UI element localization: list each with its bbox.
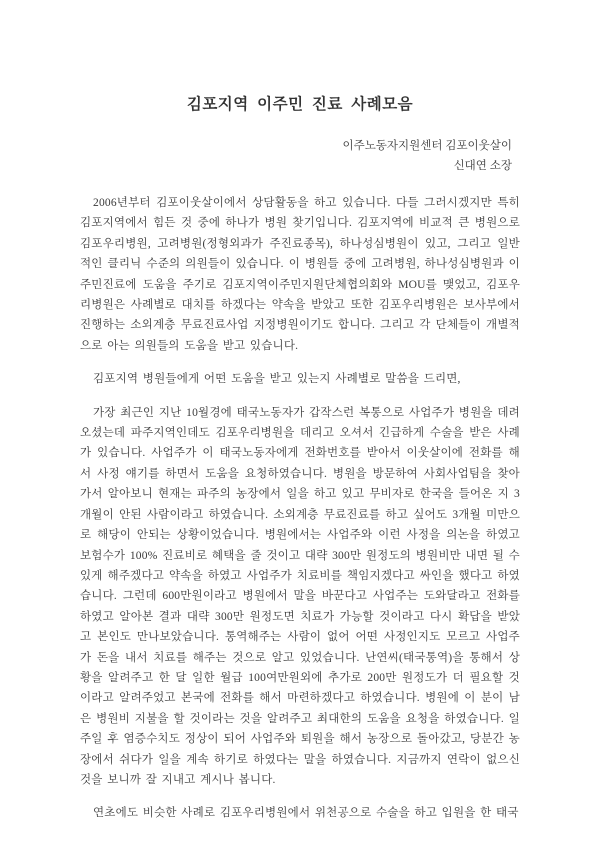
byline-organization: 이주노동자지원센터 김포이웃살이 <box>342 140 512 152</box>
document-body <box>80 193 520 824</box>
paragraph-intro: 2006년부터 김포이웃살이에서 상담활동을 하고 있습니다. 다들 그러시겠지만 특히 김포지역에서 힘든 것 중에 하나가 병원 찾기입니다. 김포지역에 비교적 큰 병원으로 김포우리병원, 고려병원(정형외과가 주진료종목), 하나성심병원이 있고, 그리고 일반적인 클리닉 수준의 의원들이 있습니다. 이 병원들 중에 고려병원, 하나성심병원과 이주민진료에 도움을 주기로 김포지역이주민지원단체협의회와 MOU를 맺었고, 김포우리병원은 사례별로 대치를 하겠다는 약속을 받았고 또한 김포우리병원은 보사부에서 진행하는 소외계층 무료진료사업 지정병원이기도 합니다. 그리고 각 단체들이 개별적으로 아는 의원들의 도움을 받고 있습니다. <box>80 197 520 352</box>
byline <box>80 136 520 176</box>
paragraph-lead-in: 김포지역 병원들에게 어떤 도움을 받고 있는지 사례별로 말씀을 드리면, <box>93 373 461 386</box>
page-title: 김포지역 이주민 진료 사례모음 <box>186 96 414 113</box>
paragraph-case-1: 가장 최근인 지난 10월경에 태국노동자가 갑작스런 복통으로 사업주가 병원을 데려오셨는데 파주지역인데도 김포우리병원을 데리고 오셔서 긴급하게 수술을 받은 사례가 있습니다. 사업주가 이 태국노동자에게 전화번호를 받아서 이웃살이에 전화를 해서 사정 얘기를 하면서 도움을 요청하였습니다. 병원을 방문하여 사회사업팀을 찾아가서 알아보니 현재는 파주의 농장에서 일을 하고 있고 무비자로 한국을 들어온 지 3개월이 안된 사람이라고 하였습니다. 소외계층 무료진료를 하고 싶어도 3개월 미만으로 해당이 안되는 상황이었습니다. 병원에서는 사업주와 이런 사정을 의논을 하였고 보험수가 100% 진료비로 혜택을 줄 것이고 대략 300만 원정도의 병원비만 내면 될 수 있게 해주겠다고 약속을 하였고 사업주가 치료비를 책임지겠다고 싸인을 했다고 하였습니다. 그런데 600만원이라고 병원에서 말을 바꾼다고 사업주는 도와달라고 전화를 하였고 알아본 결과 대략 300만 원정도면 치료가 가능할 것이라고 다시 확답을 받았고 본인도 만나보았습니다. 통역해주는 사람이 없어 어떤 사정인지도 모르고 사업주가 돈을 내서 치료를 해주는 것으로 알고 있었습니다. 난연씨(태국통역)을 통해서 상황을 알려주고 한 달 일한 월급 100여만원외에 추가로 200만 원정도가 더 필요할 것이라고 알려주었고 본국에 전화를 해서 마련하겠다고 하였습니다. 병원에 이 분이 남은 병원비 지불을 할 것이라는 것을 알려주고 최대한의 도움을 요청을 하였습니다. 일주일 후 염증수치도 정상이 되어 사업주와 퇴원을 해서 농장으로 돌아갔고, 당분간 농장에서 쉬다가 일을 계속 하기로 하였다는 말을 하였습니다. 지금까지 연락이 없으신 것을 보니까 잘 지내고 계시나 봅니다. <box>80 406 520 786</box>
paragraph-case-2-start: 연초에도 비슷한 사례로 김포우리병원에서 위천공으로 수술을 하고 입원을 한 태국 <box>93 807 519 820</box>
byline-author: 신대연 소장 <box>453 160 512 172</box>
